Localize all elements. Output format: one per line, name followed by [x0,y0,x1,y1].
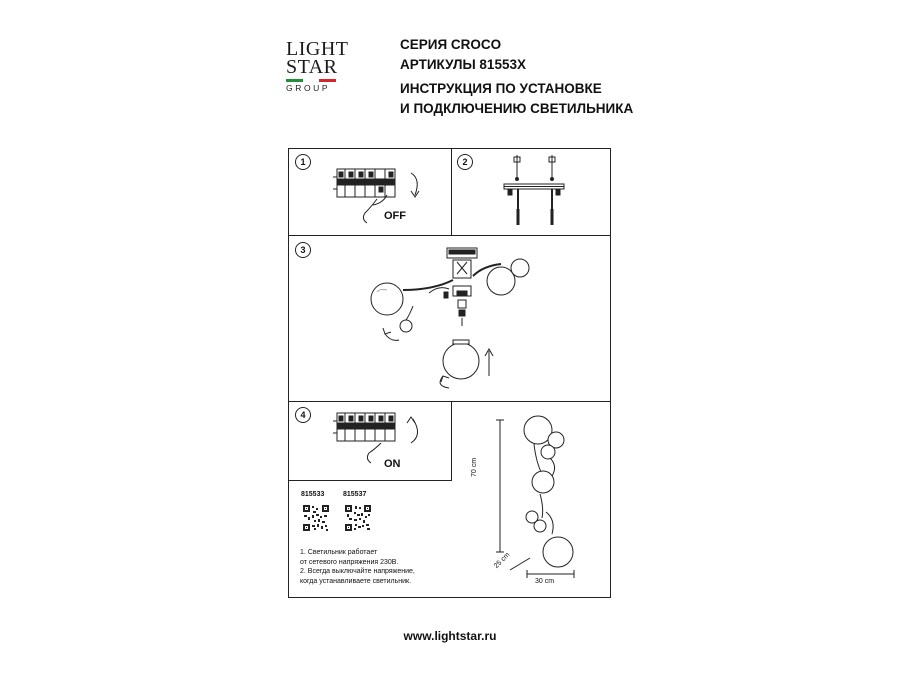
step-2-mounting-bracket-illustration [452,149,610,235]
qr-code-2[interactable] [345,505,371,531]
title-line-1: ИНСТРУКЦИЯ ПО УСТАНОВКЕ [400,81,602,96]
safety-notes [300,548,415,586]
off-label: OFF [384,210,406,222]
logo-line-1: LIGHT [286,38,349,60]
step-4-number: 4 [295,407,311,423]
logo-line-3: GROUP [286,83,331,93]
step-1-breaker-off-illustration [289,149,449,235]
qr-code-1[interactable] [303,505,329,531]
note-line-2: от сетевого напряжения 230В. [300,558,399,566]
note-line-1: 1. Светильник работает [300,549,378,556]
brand-logo [286,40,348,93]
note-line-4: когда устанавливаете светильник. [300,577,412,585]
flag-red [319,79,336,82]
qr-code-label-1: 815533 [301,491,325,498]
dimension-depth: 25 cm [493,551,512,570]
series-block [400,35,526,75]
series-name: СЕРИЯ CROCO [400,37,502,52]
qr-code-label-2: 815537 [343,491,367,498]
step-3-number: 3 [295,242,311,258]
step-3-assembly-illustration [289,236,610,401]
website-link[interactable]: www.lightstar.ru [403,629,497,643]
flag-white [303,79,320,82]
instruction-sheet [288,148,611,598]
logo-line-2: STAR [286,56,338,78]
title-line-2: И ПОДКЛЮЧЕНИЮ СВЕТИЛЬНИКА [400,101,634,116]
article-numbers: АРТИКУЛЫ 81553X [400,57,526,72]
step-1-number: 1 [295,154,311,170]
flag-green [286,79,303,82]
document-title [400,79,633,119]
step-2-number: 2 [457,154,473,170]
dimension-height: 70 cm [471,457,478,477]
on-label: ON [384,458,401,470]
italian-flag-stripe [286,79,336,82]
dimension-width: 30 cm [535,578,555,585]
dimensions-illustration [452,402,610,598]
note-line-3: 2. Всегда выключайте напряжение, [300,568,415,575]
step-4-breaker-on-illustration [289,401,449,481]
